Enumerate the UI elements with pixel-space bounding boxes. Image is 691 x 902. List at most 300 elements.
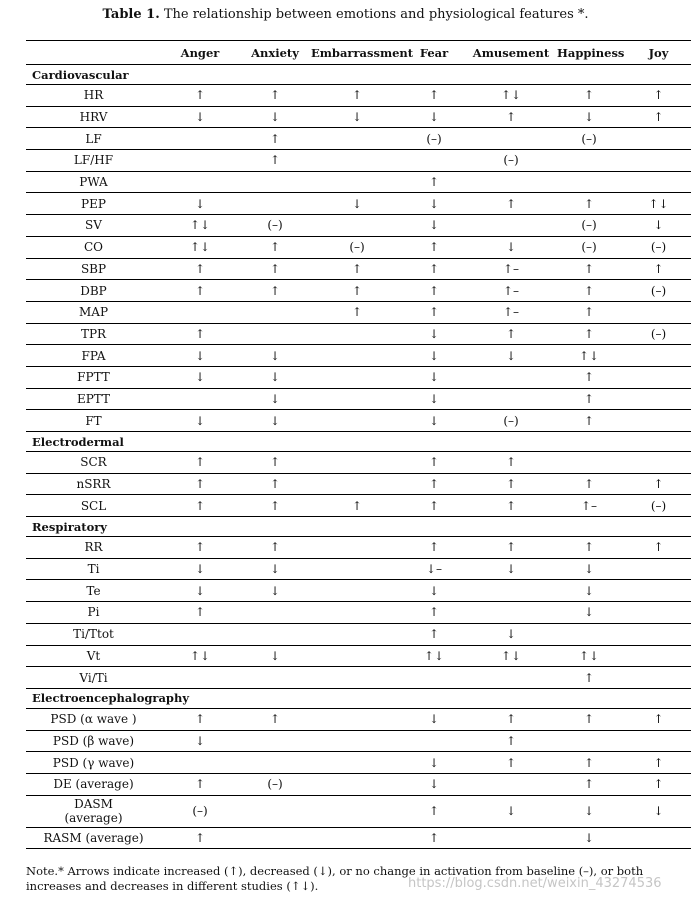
feature-cell: PSD (α wave ) [50,712,137,727]
value-cell: ↓ [351,110,363,125]
value-cell: ↑ [505,196,517,211]
feature-cell: EPTT [76,391,111,406]
value-cell [621,667,691,689]
value-cell [311,171,403,193]
table-row [26,495,691,517]
value-cell: ↑ [194,477,206,492]
value-cell: ↓ [505,562,517,577]
value-cell [621,730,691,752]
value-cell: ↑ [351,305,363,320]
value-cell [311,410,403,432]
value-cell: ↑ [194,605,206,620]
value-cell: ↓ [269,348,281,363]
value-cell [161,171,239,193]
value-cell: ↓ [428,196,440,211]
value-cell: ↑ [428,830,440,845]
value-cell: ↑↓ [578,348,600,363]
value-cell [465,580,557,602]
table-row [26,773,691,795]
value-cell: ↓ [428,348,440,363]
feature-cell: HR [83,88,104,103]
value-cell: ↑ [269,455,281,470]
table-row [26,236,691,258]
value-cell [557,623,621,645]
section-title: Electroencephalography [32,691,190,706]
value-cell: ↑↓ [189,648,211,663]
value-cell: ↑– [502,305,520,320]
header-cell [26,41,161,65]
value-cell [311,623,403,645]
table-row [26,452,691,474]
value-cell: ↓ [428,110,440,125]
value-cell [557,150,621,172]
feature-cell: nSRR [76,477,111,492]
value-cell [161,752,239,774]
feature-cell: RR [84,540,103,555]
table-body [26,65,691,849]
value-cell [239,193,311,215]
feature-cell: SCL [80,498,107,513]
value-cell [311,150,403,172]
value-cell [621,827,691,849]
value-cell: ↑ [653,777,664,792]
value-cell: ↓ [194,196,206,211]
value-cell [311,645,403,667]
value-cell: (–) [426,131,442,146]
header-row [26,41,691,65]
value-cell [239,667,311,689]
value-cell: ↓ [505,627,517,642]
value-cell [311,345,403,367]
value-cell [403,150,465,172]
value-cell: ↑ [269,88,281,103]
value-cell: ↑ [583,413,595,428]
value-cell: ↓ [269,370,281,385]
feature-cell: RASM (average) [43,830,144,845]
table-row [26,752,691,774]
value-cell: ↑ [351,88,363,103]
table-row [26,410,691,432]
value-cell: ↓ [194,348,206,363]
value-cell: ↓ [194,733,206,748]
value-cell [621,301,691,323]
value-cell: ↑ [269,498,281,513]
value-cell: ↑ [428,605,440,620]
value-cell: (–) [349,240,365,255]
value-cell: (–) [650,326,667,341]
value-cell: ↑ [583,370,595,385]
value-cell: ↓ [583,830,595,845]
value-cell: (–) [650,498,667,513]
feature-cell: PSD (β wave) [52,733,135,748]
table-row [26,323,691,345]
value-cell [465,215,557,237]
table-row [26,473,691,495]
value-cell: ↑ [583,196,595,211]
value-cell [311,752,403,774]
value-cell: ↓ [428,712,440,727]
value-cell: ↑ [194,830,206,845]
value-cell [621,366,691,388]
table-row [26,301,691,323]
value-cell: ↑ [428,175,440,190]
table-caption [0,6,691,24]
value-cell: ↓ [653,218,664,233]
value-cell: ↑ [653,110,664,125]
feature-cell: MAP [78,305,109,320]
value-cell [465,128,557,150]
value-cell [161,667,239,689]
feature-cell: Pi [87,605,100,620]
section-title: Electrodermal [32,434,124,449]
value-cell: ↑ [505,733,517,748]
value-cell: ↑– [580,498,598,513]
value-cell: (–) [650,240,667,255]
table-row [26,193,691,215]
value-cell: ↑ [428,305,440,320]
value-cell [621,150,691,172]
table-row [26,106,691,128]
value-cell: ↓ [653,804,664,819]
value-cell: ↓ [428,326,440,341]
value-cell: ↑ [351,261,363,276]
value-cell: (–) [267,218,283,233]
value-cell: (–) [581,218,597,233]
feature-cell: LF/HF [73,153,114,168]
value-cell [465,827,557,849]
value-cell [403,730,465,752]
value-cell: ↑ [505,477,517,492]
value-cell [161,623,239,645]
value-cell [621,558,691,580]
value-cell: ↓ [505,240,517,255]
table-row [26,128,691,150]
value-cell: ↑ [583,391,595,406]
value-cell [557,730,621,752]
value-cell [403,667,465,689]
value-cell [311,602,403,624]
value-cell: ↑ [428,283,440,298]
value-cell: ↓ [428,755,440,770]
table-row [26,258,691,280]
header-cell: Happiness [557,45,625,60]
table-row [26,558,691,580]
section-header-row [26,65,691,85]
value-cell: ↓ [194,110,206,125]
value-cell [621,602,691,624]
value-cell: ↑↓ [578,648,600,663]
feature-cell: DBP [80,283,107,298]
caption-label: Table 1. [102,7,160,22]
value-cell [621,580,691,602]
value-cell [161,150,239,172]
value-cell [621,388,691,410]
value-cell: ↑ [351,283,363,298]
caption-text: The relationship between emotions and physiological features *. [159,7,589,22]
value-cell: ↑ [505,712,517,727]
value-cell: ↑ [505,326,517,341]
value-cell: ↑ [583,477,595,492]
value-cell: ↑ [428,540,440,555]
value-cell: ↓ [428,413,440,428]
value-cell [311,537,403,559]
value-cell: ↑ [428,261,440,276]
value-cell: ↓ [269,413,281,428]
table-row [26,215,691,237]
value-cell: ↑ [583,283,595,298]
value-cell: ↓ [583,605,595,620]
value-cell: ↑ [583,712,595,727]
table-row [26,366,691,388]
value-cell: ↑ [269,240,281,255]
value-cell [311,773,403,795]
table-row [26,85,691,107]
value-cell: (–) [503,413,519,428]
value-cell: ↓ [194,370,206,385]
value-cell: (–) [267,777,283,792]
value-cell: ↑ [351,498,363,513]
value-cell: ↑ [583,88,595,103]
feature-cell: TPR [80,326,107,341]
feature-cell: FT [85,413,102,428]
value-cell: ↑ [269,261,281,276]
value-cell [621,645,691,667]
value-cell: ↑ [653,712,664,727]
feature-cell: SBP [80,261,107,276]
feature-cell: Vt [86,648,101,663]
value-cell [239,730,311,752]
value-cell: ↓ [428,218,440,233]
value-cell: ↑↓ [423,648,445,663]
value-cell: ↓ [269,583,281,598]
value-cell: ↓ [194,562,206,577]
value-cell: ↑ [428,455,440,470]
table-row [26,667,691,689]
value-cell: ↑ [583,326,595,341]
value-cell [311,452,403,474]
table-row [26,730,691,752]
value-cell [311,558,403,580]
value-cell: ↑ [269,283,281,298]
value-cell: ↓ [428,391,440,406]
value-cell: ↑ [428,498,440,513]
table-row [26,388,691,410]
value-cell: ↑ [269,153,281,168]
header-cell: Anxiety [251,45,299,60]
value-cell [621,171,691,193]
value-cell [239,827,311,849]
value-cell: ↑ [194,540,206,555]
value-cell [161,128,239,150]
value-cell: (–) [581,131,597,146]
value-cell: ↑ [428,88,440,103]
value-cell: ↑ [194,777,206,792]
value-cell [239,623,311,645]
feature-cell: Ti [87,562,100,577]
table-row [26,580,691,602]
value-cell: ↑ [194,326,206,341]
value-cell [161,301,239,323]
value-cell [311,730,403,752]
value-cell [311,388,403,410]
value-cell: ↑ [194,88,206,103]
value-cell: ↓ [194,413,206,428]
value-cell: ↑ [428,477,440,492]
section-title: Respiratory [32,519,107,534]
feature-cell: Te [86,583,101,598]
value-cell [311,366,403,388]
header-cell: Amusement [472,45,550,60]
header-cell: Anger [180,45,220,60]
value-cell: ↑ [583,755,595,770]
value-cell [465,171,557,193]
value-cell: ↑ [653,477,664,492]
table-row [26,150,691,172]
value-cell: ↓ [428,370,440,385]
value-cell: ↑↓ [189,218,211,233]
value-cell: ↓ [583,110,595,125]
value-cell [239,171,311,193]
feature-cell: SCR [80,455,107,470]
value-cell: ↓ [428,583,440,598]
feature-cell: DASM (average) [64,797,123,826]
value-cell: ↑ [583,540,595,555]
value-cell: ↓ [194,583,206,598]
value-cell [621,452,691,474]
value-cell: ↑ [269,131,281,146]
value-cell: ↑ [653,88,664,103]
table-row [26,645,691,667]
header-cell: Fear [419,45,449,60]
value-cell: ↑ [269,477,281,492]
table-row [26,623,691,645]
table-note: Note.* Arrows indicate increased (↑), decreased (↓), or no change in activation from baseline (–), or both increases and decreases in different studies (↑↓). [26,864,644,893]
value-cell [465,388,557,410]
value-cell [557,171,621,193]
header-cell: Embarrassment [311,45,414,60]
value-cell [311,215,403,237]
table-row [26,345,691,367]
value-cell: (–) [581,240,597,255]
value-cell: (–) [192,804,208,819]
value-cell: ↑↓ [500,88,522,103]
value-cell [161,388,239,410]
value-cell [465,602,557,624]
value-cell: ↑ [505,540,517,555]
value-cell: ↑ [583,670,595,685]
value-cell: ↓ [583,562,595,577]
value-cell [239,752,311,774]
value-cell: ↑ [505,498,517,513]
value-cell: ↑ [194,498,206,513]
value-cell [311,667,403,689]
table-row [26,171,691,193]
feature-cell: DE (average) [53,777,134,792]
value-cell: ↑– [502,261,520,276]
value-cell: ↑ [583,261,595,276]
feature-cell: LF [85,131,102,146]
value-cell: ↓ [583,804,595,819]
value-cell: ↑ [505,755,517,770]
value-cell: ↑ [194,261,206,276]
value-cell: (–) [503,153,519,168]
feature-cell: PEP [81,196,106,211]
value-cell: ↑ [653,540,664,555]
table-row [26,280,691,302]
value-cell: ↑ [194,455,206,470]
value-cell [239,301,311,323]
value-cell [621,623,691,645]
table-row [26,827,691,849]
value-cell [311,795,403,827]
value-cell: ↑↓ [648,196,669,211]
feature-cell: HRV [79,110,108,125]
value-cell: ↑ [194,283,206,298]
value-cell: ↑ [428,804,440,819]
value-cell: ↑ [583,305,595,320]
value-cell [621,345,691,367]
value-cell: (–) [650,283,667,298]
value-cell: ↓ [269,391,281,406]
value-cell [311,580,403,602]
value-cell [311,128,403,150]
value-cell [239,795,311,827]
value-cell [311,708,403,730]
feature-cell: FPA [81,348,106,363]
value-cell: ↓ [351,196,363,211]
value-cell: ↑ [428,627,440,642]
emotion-physiology-table [26,40,691,849]
value-cell: ↑ [653,261,664,276]
table-row [26,537,691,559]
feature-cell: PWA [79,175,108,190]
value-cell [239,323,311,345]
feature-cell: CO [83,240,104,255]
value-cell [311,323,403,345]
value-cell: ↑↓ [500,648,522,663]
value-cell: ↓ [505,348,517,363]
section-header-row [26,517,691,537]
feature-cell: Ti/Ttot [73,627,114,642]
feature-cell: Vi/Ti [79,670,108,685]
value-cell: ↓ [269,562,281,577]
value-cell [465,366,557,388]
feature-cell: FPTT [77,370,110,385]
table-row [26,708,691,730]
watermark: https://blog.csdn.net/weixin_43274536 [408,876,662,891]
value-cell [465,773,557,795]
value-cell: ↑ [505,455,517,470]
value-cell: ↓ [505,804,517,819]
value-cell: ↑ [194,712,206,727]
feature-cell: SV [85,218,102,233]
header-cell: Joy [648,45,669,60]
feature-cell: PSD (γ wave) [52,755,135,770]
section-header-row [26,688,691,708]
value-cell: ↑ [428,240,440,255]
value-cell [465,667,557,689]
value-cell [621,128,691,150]
value-cell: ↑ [505,110,517,125]
value-cell: ↑ [269,540,281,555]
value-cell: ↓ [583,583,595,598]
value-cell [239,602,311,624]
value-cell [621,410,691,432]
value-cell: ↓ [269,110,281,125]
value-cell: ↓ [269,648,281,663]
section-header-row [26,432,691,452]
value-cell [557,452,621,474]
